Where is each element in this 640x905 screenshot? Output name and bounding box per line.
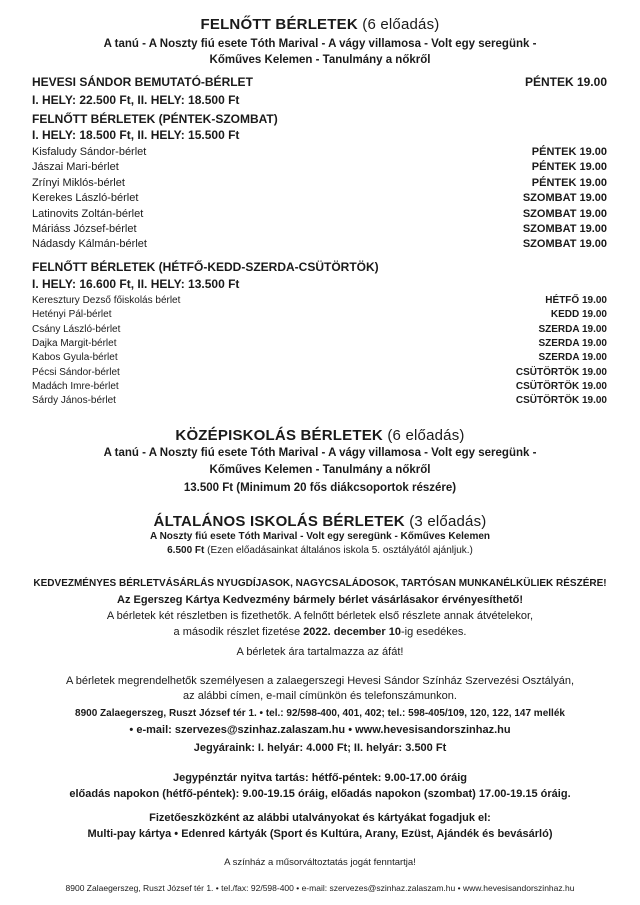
subscription-row bbox=[32, 352, 607, 363]
altalanos-title-main: ÁLTALÁNOS ISKOLÁS BÉRLETEK bbox=[153, 513, 405, 530]
bemutato-row bbox=[32, 75, 607, 89]
altalanos-price: 6.500 Ft bbox=[167, 545, 205, 556]
felnott-title-suffix: (6 előadás) bbox=[362, 16, 440, 33]
subscription-row bbox=[32, 238, 607, 250]
bemutato-day: PÉNTEK 19.00 bbox=[524, 75, 607, 89]
subscription-day: HÉTFŐ 19.00 bbox=[545, 295, 607, 306]
subscription-name: Máriáss József-bérlet bbox=[32, 223, 137, 235]
installment-line2 bbox=[0, 626, 640, 638]
felnott-plays-line1: A tanú - A Noszty fiú esete Tóth Marival - A vágy villamosa - Volt egy seregünk - bbox=[103, 38, 537, 50]
subscription-row bbox=[32, 338, 607, 349]
order-line2: az alábbi címen, e-mail címünkön és telefonszámunkon. bbox=[183, 690, 457, 702]
subscription-day: SZOMBAT 19.00 bbox=[522, 238, 607, 251]
subscription-name: Jászai Mari-bérlet bbox=[32, 161, 119, 174]
kozep-price: 13.500 Ft (Minimum 20 fős diákcsoportok részére) bbox=[183, 482, 457, 494]
subscription-name: Nádasdy Kálmán-bérlet bbox=[32, 238, 147, 251]
ticket-prices: Jegyáraink: I. helyár: 4.000 Ft; II. helyár: 3.500 Ft bbox=[193, 742, 447, 754]
subscription-day: SZERDA 19.00 bbox=[538, 352, 607, 364]
altalanos-price-note: (Ezen előadásainkat általános iskola 5. osztályától ajánljuk.) bbox=[207, 545, 473, 556]
boxoffice-line1: Jegypénztár nyitva tartás: hétfő-péntek: 9.00-17.00 óráig bbox=[172, 772, 468, 784]
subscription-name: Pécsi Sándor-bérlet bbox=[32, 366, 120, 378]
altalanos-title-suffix: (3 előadás) bbox=[409, 513, 487, 530]
footer: 8900 Zalaegerszeg, Ruszt József tér 1. • tel./fax: 92/598-400 • e-mail: szervezes@szinhaz.zalaszam.hu • www.hevesisandorszinhaz.hu bbox=[65, 883, 575, 893]
subscription-name: Kerekes László-bérlet bbox=[32, 192, 139, 205]
pentek-szombat-title: FELNŐTT BÉRLETEK (PÉNTEK-SZOMBAT) bbox=[32, 112, 278, 126]
installment-line1: A bérletek két részletben is fizethetők. A felnőtt bérletek első részlete annak átvételekor, bbox=[106, 610, 534, 622]
subscription-day: CSÜTÖRTÖK 19.00 bbox=[515, 395, 607, 407]
subscription-row bbox=[32, 309, 607, 320]
subscription-name: Keresztury Dezső főiskolás bérlet bbox=[32, 295, 181, 306]
subscription-name: Zrínyi Miklós-bérlet bbox=[32, 176, 125, 189]
subscription-row bbox=[32, 395, 607, 406]
kozep-plays-line2: Kőműves Kelemen - Tanulmány a nőkről bbox=[209, 464, 431, 476]
altalanos-title bbox=[0, 513, 640, 530]
felnott-title-main: FELNŐTT BÉRLETEK bbox=[200, 16, 358, 33]
payment-line1: Fizetőeszközként az alábbi utalványokat és kártyákat fogadjuk el: bbox=[149, 812, 491, 824]
altalanos-plays: A Noszty fiú esete Tóth Marival - Volt egy seregünk - Kőműves Kelemen bbox=[149, 531, 491, 542]
subscription-day: KEDD 19.00 bbox=[550, 309, 607, 321]
subscription-day: SZOMBAT 19.00 bbox=[522, 192, 607, 205]
subscription-row bbox=[32, 295, 607, 306]
subscription-row bbox=[32, 381, 607, 392]
subscription-day: SZERDA 19.00 bbox=[538, 337, 607, 349]
subscription-day: CSÜTÖRTÖK 19.00 bbox=[515, 366, 607, 378]
kozep-title-main: KÖZÉPISKOLÁS BÉRLETEK bbox=[175, 427, 383, 444]
subscription-day: PÉNTEK 19.00 bbox=[531, 176, 607, 189]
address-line: 8900 Zalaegerszeg, Ruszt József tér 1. • tel.: 92/598-400, 401, 402; tel.: 598-405/109, 120, 122, 147 mellék bbox=[75, 708, 565, 719]
payment-line2: Multi-pay kártya • Edenred kártyák (Sport és Kultúra, Arany, Ezüst, Ajándék és bevásárló) bbox=[87, 828, 553, 840]
subscription-row bbox=[32, 192, 607, 204]
card-line: Az Egerszeg Kártya Kedvezmény bármely bérlet vásárlásakor érvényesíthető! bbox=[117, 594, 523, 606]
kozep-title-suffix: (6 előadás) bbox=[387, 427, 465, 444]
subscription-row bbox=[32, 324, 607, 335]
subscription-day: CSÜTÖRTÖK 19.00 bbox=[515, 380, 607, 392]
bemutato-price: I. HELY: 22.500 Ft, II. HELY: 18.500 Ft bbox=[32, 93, 240, 107]
subscription-row bbox=[32, 146, 607, 158]
subscription-name: Hetényi Pál-bérlet bbox=[32, 309, 112, 321]
subscription-row bbox=[32, 223, 607, 235]
subscription-day: PÉNTEK 19.00 bbox=[531, 146, 607, 158]
kozep-title bbox=[0, 427, 640, 444]
subscription-name: Latinovits Zoltán-bérlet bbox=[32, 207, 144, 220]
subscription-day: SZOMBAT 19.00 bbox=[522, 223, 607, 235]
subscription-name: Csány László-bérlet bbox=[32, 323, 121, 335]
pentek-szombat-price: I. HELY: 18.500 Ft, II. HELY: 15.500 Ft bbox=[32, 128, 240, 142]
subscription-row bbox=[32, 177, 607, 189]
felnott-plays-line2: Kőműves Kelemen - Tanulmány a nőkről bbox=[209, 54, 431, 66]
altalanos-price-line bbox=[0, 545, 640, 556]
subscription-name: Dajka Margit-bérlet bbox=[32, 337, 117, 349]
boxoffice-line2: előadás napokon (hétfő-péntek): 9.00-19.15 óráig, előadás napokon (szombat) 17.00-19.15 óráig. bbox=[69, 788, 571, 800]
subscription-name: Sárdy János-bérlet bbox=[32, 395, 116, 407]
subscription-row bbox=[32, 161, 607, 173]
vat-line: A bérletek ára tartalmazza az áfát! bbox=[236, 646, 404, 658]
installment-line2-c: -ig esedékes. bbox=[401, 626, 467, 638]
kozep-plays-line1: A tanú - A Noszty fiú esete Tóth Marival - A vágy villamosa - Volt egy seregünk - bbox=[103, 447, 537, 459]
installment-date: 2022. december 10 bbox=[303, 626, 402, 638]
subscription-row bbox=[32, 208, 607, 220]
subscription-name: Madách Imre-bérlet bbox=[32, 380, 119, 392]
felnott-title bbox=[0, 16, 640, 33]
subscription-day: SZERDA 19.00 bbox=[538, 323, 607, 335]
rights-line: A színház a műsorváltoztatás jogát fenntartja! bbox=[224, 857, 416, 868]
email-line: • e-mail: szervezes@szinhaz.zalaszam.hu • www.hevesisandorszinhaz.hu bbox=[129, 724, 511, 736]
installment-line2-a: a második részlet fizetése bbox=[173, 626, 304, 638]
hetkoznap-title: FELNŐTT BÉRLETEK (HÉTFŐ-KEDD-SZERDA-CSÜTÖRTÖK) bbox=[32, 260, 379, 274]
subscription-row bbox=[32, 367, 607, 378]
subscription-day: PÉNTEK 19.00 bbox=[531, 161, 607, 174]
subscription-name: Kabos Gyula-bérlet bbox=[32, 352, 118, 364]
discount-line: KEDVEZMÉNYES BÉRLETVÁSÁRLÁS NYUGDÍJASOK, NAGYCSALÁDOSOK, TARTÓSAN MUNKANÉLKÜLIEK RÉSZÉRE! bbox=[33, 578, 607, 589]
subscription-name: Kisfaludy Sándor-bérlet bbox=[32, 146, 147, 158]
subscription-day: SZOMBAT 19.00 bbox=[522, 207, 607, 220]
order-line1: A bérletek megrendelhetők személyesen a zalaegerszegi Hevesi Sándor Színház Szervezési Osztályán, bbox=[65, 675, 575, 687]
bemutato-name: HEVESI SÁNDOR BEMUTATÓ-BÉRLET bbox=[32, 75, 253, 89]
hetkoznap-price: I. HELY: 16.600 Ft, II. HELY: 13.500 Ft bbox=[32, 277, 240, 291]
